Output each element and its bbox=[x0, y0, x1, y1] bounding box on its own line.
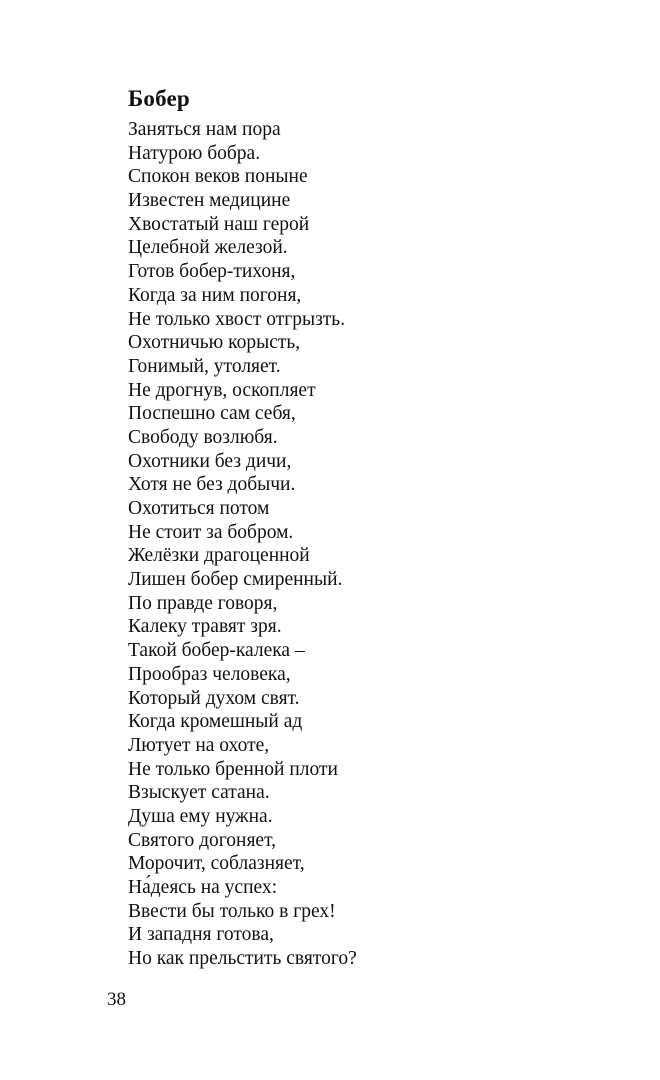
poem-line: Прообраз человека, bbox=[128, 663, 291, 685]
poem-line: Натурою бобра. bbox=[128, 142, 261, 164]
poem-line: Готов бобер-тихоня, bbox=[128, 261, 296, 283]
poem-line: Не стоит за бобром. bbox=[128, 521, 294, 543]
poem-line: Лишен бобер смиренный. bbox=[128, 569, 343, 591]
poem-line: Охотничью корысть, bbox=[128, 332, 301, 354]
poem-line: Святого догоняет, bbox=[128, 829, 277, 851]
poem-line: Калеку травят зря. bbox=[128, 616, 282, 638]
poem-line: Когда за ним погоня, bbox=[128, 284, 302, 306]
poem-line: И западня готова, bbox=[128, 924, 274, 946]
poem-line: Целебной железой. bbox=[128, 237, 288, 259]
poem-line: Спокон веков поныне bbox=[128, 166, 308, 188]
page-number: 38 bbox=[107, 989, 126, 1010]
poem-line: Охотники без дичи, bbox=[128, 450, 292, 472]
poem-line: Не только бренной плоти bbox=[128, 758, 338, 780]
poem-line: Известен медицине bbox=[128, 190, 291, 212]
poem-line: На́деясь на успех: bbox=[128, 877, 278, 898]
poem-line: Взыскует сатана. bbox=[128, 782, 270, 804]
poem-line: Не дрогнув, оскопляет bbox=[128, 379, 316, 401]
poem-line: Такой бобер-калека – bbox=[128, 640, 305, 662]
poem-line: Лютует на охоте, bbox=[128, 734, 270, 756]
poem-line: По правде говоря, bbox=[128, 592, 278, 614]
poem-line: Но как прельстить святого? bbox=[128, 948, 357, 970]
poem-line: Когда кромешный ад bbox=[128, 711, 303, 733]
poem-line: Свободу возлюбя. bbox=[128, 426, 278, 448]
poem-line: Поспешно сам себя, bbox=[128, 403, 296, 425]
poem-text bbox=[128, 118, 357, 971]
poem-line: Ввести бы только в грех! bbox=[128, 900, 336, 922]
poem-line: Не только хвост отгрызть. bbox=[128, 308, 346, 330]
poem-line: Желёзки драгоценной bbox=[128, 545, 310, 567]
poem-line: Гонимый, утоляет. bbox=[128, 355, 281, 377]
poem-line: Заняться нам пора bbox=[128, 119, 281, 140]
poem-line: Морочит, соблазняет, bbox=[128, 853, 305, 875]
poem-line: Охотиться потом bbox=[128, 498, 270, 519]
poem-line: Который духом свят. bbox=[128, 687, 300, 709]
poem-title: Бобер bbox=[128, 86, 190, 111]
poem-line: Хотя не без добычи. bbox=[128, 474, 296, 496]
poem-line: Душа ему нужна. bbox=[128, 805, 273, 827]
poem-line: Хвостатый наш герой bbox=[128, 213, 310, 235]
